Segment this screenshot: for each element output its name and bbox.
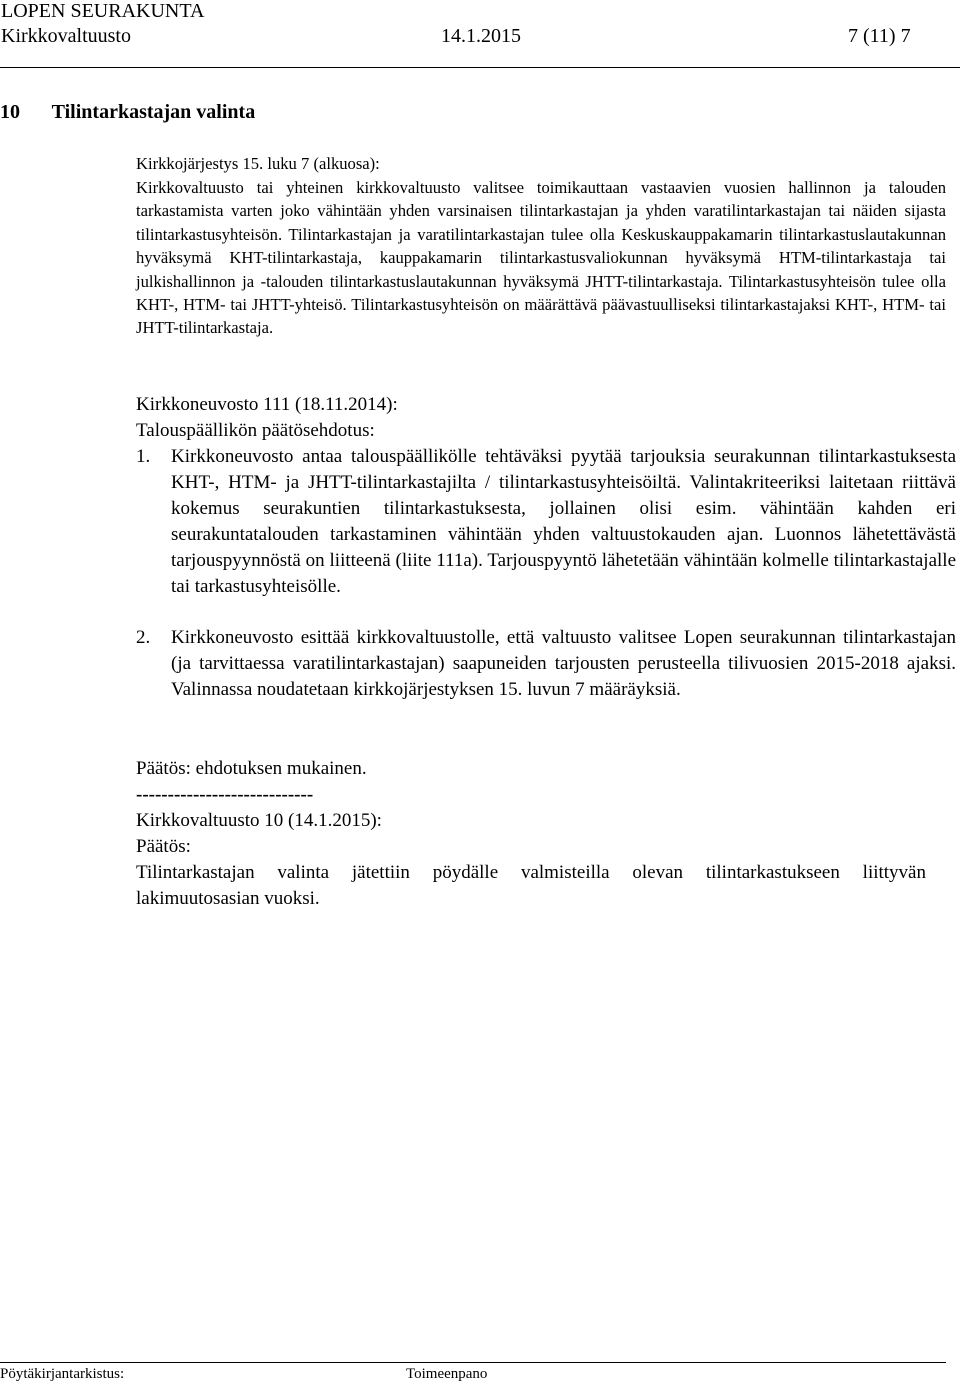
footer-right: Toimeenpano: [406, 1366, 488, 1382]
kn-reference: Kirkkoneuvosto 111 (18.11.2014):: [136, 394, 398, 415]
list-item-number: 1.: [136, 446, 151, 467]
kv-reference: Kirkkovaltuusto 10 (14.1.2015):: [136, 810, 382, 831]
law-reference: Kirkkojärjestys 15. luku 7 (alkuosa):: [136, 154, 380, 173]
section-heading: [0, 101, 255, 124]
kv-decision-label: Päätös:: [136, 836, 191, 857]
separator: ----------------------------: [136, 784, 314, 805]
header-rule: [0, 67, 960, 68]
header-page: 7 (11) 7: [848, 25, 911, 47]
footer-rule: [0, 1362, 946, 1363]
list-item-text: Kirkkoneuvosto antaa talouspäällikölle tehtäväksi pyytää tarjouksia seurakunnan tilintarkastuksesta KHT-, HTM- ja JHTT-tilintarkastajilta / tilintarkastusyhteisöiltä. Valintakriteeriksi laitetaan riittävä kokemus seurakuntien tilintarkastuksesta, jollainen olisi esim. vähintään kahden eri seurakuntatalouden tarkastaminen vähintään yhden valtuustokauden ajan. Luonnos lähetettävästä tarjouspyynnöstä on liitteenä (liite 111a). Tarjouspyyntö lähetetään vähintään kolmelle tilintarkastajalle tai tarkastusyhteisölle.: [171, 446, 956, 597]
kn-decision: Päätös: ehdotuksen mukainen.: [136, 758, 367, 779]
footer-left: Pöytäkirjantarkistus:: [0, 1366, 125, 1382]
list-item-text: Kirkkoneuvosto esittää kirkkovaltuustolle, että valtuusto valitsee Lopen seurakunnan tilintarkastajan (ja tarvittaessa varatilintarkastajan) saapuneiden tarjousten perusteella tilivuosien 2015-2018 ajaksi. Valinnassa noudatetaan kirkkojärjestyksen 15. luvun 7 määräyksiä.: [171, 627, 956, 700]
law-text: Kirkkovaltuusto tai yhteinen kirkkovaltuusto valitsee toimikauttaan vastaavien vuosien hallinnon ja talouden tarkastamista varten joko vähintään yhden varsinaisen tilintarkastajan ja yhden varatilintarkastajan tai näiden sijasta tilintarkastusyhteisön. Tilintarkastajan ja varatilintarkastajan tulee olla Keskuskauppakamarin tilintarkastuslautakunnan hyväksymä KHT-tilintarkastaja, kauppakamarin tilintarkastusvaliokunnan hyväksymä HTM-tilintarkastaja tai julkishallinnon ja -talouden tilintarkastuslautakunnan hyväksymä JHTT-tilintarkastaja. Tilintarkastusyhteisön tulee olla KHT-, HTM- tai JHTT-yhteisö. Tilintarkastusyhteisön on määrättävä päävastuulliseksi tilintarkastajaksi KHT-, HTM- tai JHTT-tilintarkastaja.: [136, 178, 946, 338]
section-number: 10: [0, 101, 20, 123]
list-item-number: 2.: [136, 627, 151, 648]
header-org: LOPEN SEURAKUNTA: [1, 0, 205, 22]
kn-proposal-label: Talouspäällikön päätösehdotus:: [136, 420, 375, 441]
header-body: Kirkkovaltuusto: [1, 25, 131, 47]
header-date: 14.1.2015: [441, 25, 521, 47]
section-title: Tilintarkastajan valinta: [51, 101, 256, 123]
kv-decision-text: Tilintarkastajan valinta jätettiin pöydälle valmisteilla olevan tilintarkastukseen liittyvän lakimuutosasian vuoksi.: [136, 862, 926, 909]
